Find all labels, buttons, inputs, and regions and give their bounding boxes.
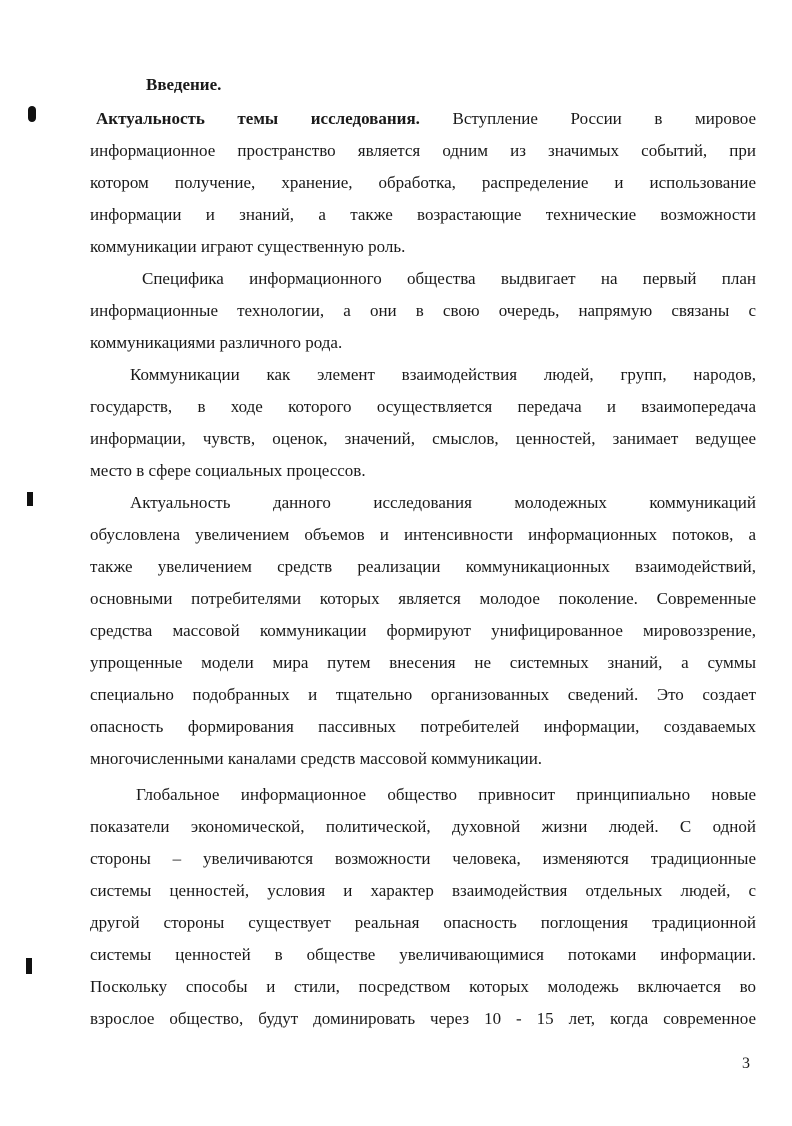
page-number: 3	[742, 1055, 750, 1072]
text-line: Глобальное информационное общество привносит принципиально новые	[136, 785, 756, 804]
text-line: обусловлена увеличением объемов и интенсивности информационных потоков, а	[90, 525, 756, 544]
text-line: многочисленными каналами средств массовой коммуникации.	[90, 749, 543, 768]
section-heading: Введение.	[146, 75, 222, 94]
text-line: информации и знаний, а также возрастающие технические возможности	[90, 205, 756, 224]
text-line: информационное пространство является одним из значимых событий, при	[90, 141, 756, 160]
text-line: также увеличением средств реализации коммуникационных взаимодействий,	[90, 557, 756, 576]
text-line: взрослое общество, будут доминировать через 10 - 15 лет, когда современное	[90, 1009, 756, 1028]
text-line: основными потребителями которых является молодое поколение. Современные	[90, 589, 756, 608]
text-line: упрощенные модели мира путем внесения не системных знаний, а суммы	[90, 653, 756, 672]
text-line: Актуальность темы исследования. Вступление России в мировое	[96, 109, 757, 128]
text-line: системы ценностей, условия и характер взаимодействия отдельных людей, с	[90, 881, 756, 900]
text-line: стороны – увеличиваются возможности человека, изменяются традиционные	[90, 849, 756, 868]
text-line: другой стороны существует реальная опасность поглощения традиционной	[90, 913, 756, 932]
text-line: коммуникациями различного рода.	[90, 333, 343, 352]
text-line: Коммуникации как элемент взаимодействия людей, групп, народов,	[130, 365, 756, 384]
text-line: место в сфере социальных процессов.	[90, 461, 366, 480]
text-line: показатели экономической, политической, духовной жизни людей. С одной	[90, 817, 756, 836]
text-line: системы ценностей в обществе увеличивающимися потоками информации.	[90, 945, 756, 964]
text-line: коммуникации играют существенную роль.	[90, 237, 406, 256]
text-line: Специфика информационного общества выдвигает на первый план	[142, 269, 756, 288]
margin-mark	[27, 492, 33, 506]
topic-heading: Актуальность темы исследования.	[96, 109, 420, 128]
margin-mark	[28, 106, 36, 122]
text-line: информации, чувств, оценок, значений, смыслов, ценностей, занимает ведущее	[90, 429, 756, 448]
text-line: Актуальность данного исследования молодежных коммуникаций	[130, 493, 756, 512]
text-line: средства массовой коммуникации формируют унифицированное мировоззрение,	[90, 621, 756, 640]
text-line: государств, в ходе которого осуществляется передача и взаимопередача	[90, 397, 756, 416]
text-line: информационные технологии, а они в свою очередь, напрямую связаны с	[90, 301, 756, 320]
text-line: специально подобранных и тщательно организованных сведений. Это создает	[90, 685, 756, 704]
text-line: опасность формирования пассивных потребителей информации, создаваемых	[90, 717, 756, 736]
text-line: Поскольку способы и стили, посредством которых молодежь включается во	[90, 977, 756, 996]
margin-mark	[26, 958, 32, 974]
text-line: котором получение, хранение, обработка, распределение и использование	[90, 173, 756, 192]
